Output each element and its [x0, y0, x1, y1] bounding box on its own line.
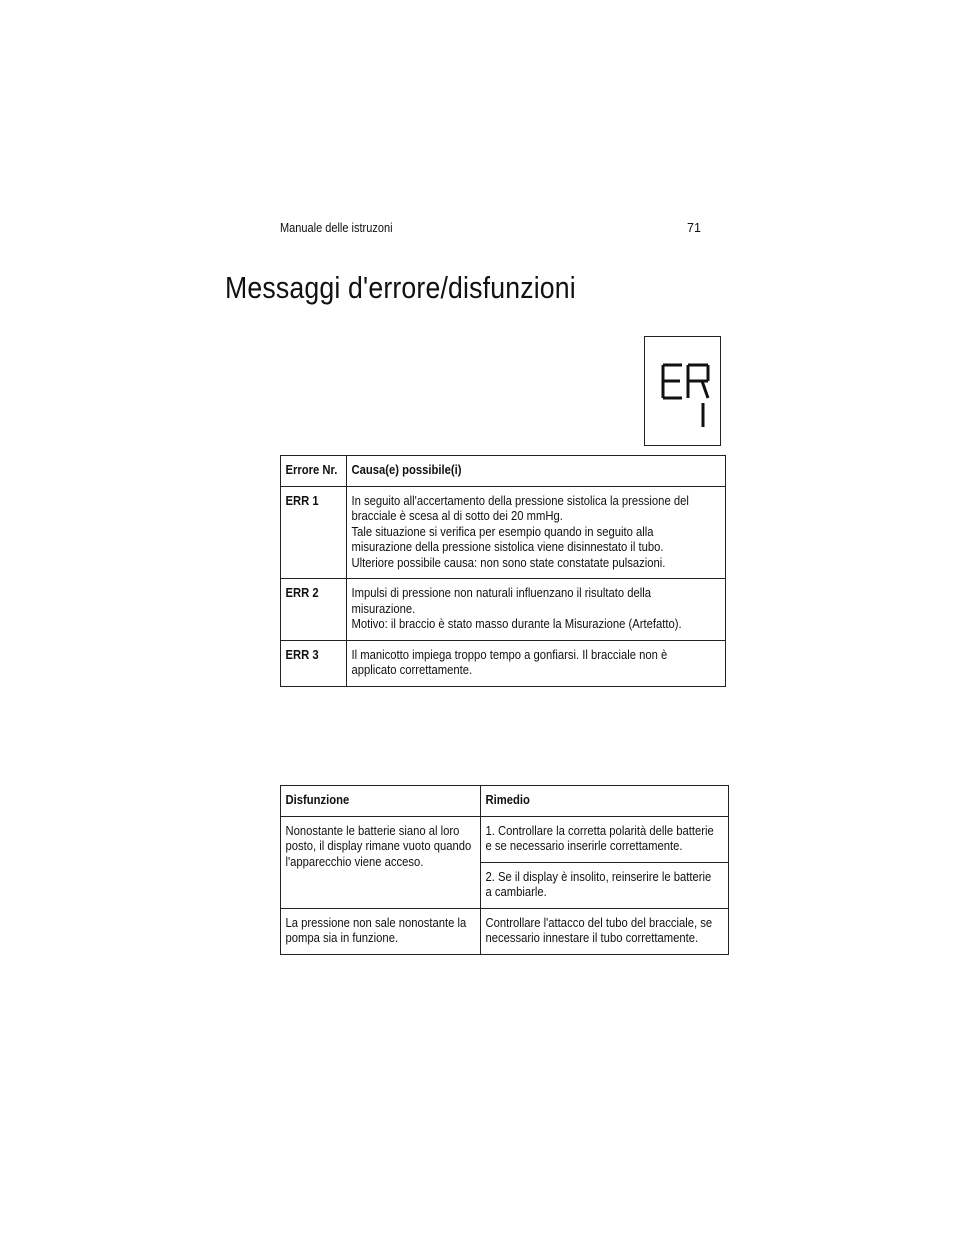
remedy-line: Controllare l'attacco del tubo del bracciale, se [485, 915, 712, 930]
cause-line: In seguito all'accertamento della pressione sistolica la pressione del [351, 493, 689, 508]
manual-title: Manuale delle istruzoni [280, 221, 393, 235]
table-row [281, 579, 726, 641]
page-title: Messaggi d'errore/disfunzioni [225, 270, 576, 305]
problem-line: Nonostante le batterie siano al loro [285, 823, 460, 838]
cause-line: Tale situazione si verifica per esempio quando in seguito alla [351, 524, 654, 539]
header-remedy: Rimedio [485, 793, 530, 807]
table-header-row [281, 786, 729, 817]
remedy-line: a cambiarle. [485, 885, 547, 899]
malfunction-description [281, 909, 487, 954]
error-code: ERR 1 [285, 493, 319, 508]
problem-line: La pressione non sale nonostante la [285, 915, 467, 930]
lcd-er1-graphic [645, 337, 720, 445]
cause-line: misurazione della pressione sistolica viene disinnestato il tubo. [351, 540, 664, 554]
remedy-line: 1. Controllare la corretta polarità delle batterie [485, 823, 714, 838]
table-row [281, 486, 726, 579]
remedy-line: 2. Se il display è insolito, reinserire le batterie [485, 869, 711, 884]
error-cause [347, 487, 730, 579]
cause-line: misurazione. [351, 601, 416, 616]
cause-line: applicato correttamente. [351, 663, 473, 677]
remedy-line: e se necessario inserirle correttamente. [485, 839, 683, 853]
lcd-segment-display-icon [644, 336, 721, 446]
remedy-text [481, 817, 735, 862]
error-code: ERR 3 [285, 647, 319, 662]
table-row [281, 816, 729, 862]
table-row [281, 908, 729, 954]
error-cause [347, 579, 730, 640]
error-code: ERR 2 [285, 586, 319, 600]
problem-line: posto, il display rimane vuoto quando [285, 839, 472, 853]
cause-line: Impulsi di pressione non naturali influenzano il risultato della [351, 586, 651, 600]
table-row [281, 640, 726, 686]
remedy-text [481, 909, 735, 954]
remedy-line: necessario innestare il tubo correttamente. [485, 931, 698, 945]
error-codes-table [280, 455, 726, 687]
header-error-number: Errore Nr. [285, 463, 338, 477]
header-possible-cause: Causa(e) possibile(i) [351, 463, 462, 477]
problem-line: pompa sia in funzione. [285, 931, 399, 945]
malfunction-description [281, 817, 487, 878]
cause-line: Ulteriore possibile causa: non sono state constatate pulsazioni. [351, 555, 666, 570]
cause-line: bracciale è scesa al di sotto dei 20 mmHg. [351, 509, 563, 523]
table-header-row [281, 456, 726, 487]
remedy-text [481, 863, 735, 908]
error-cause [347, 641, 730, 686]
page-number: 71 [687, 221, 701, 235]
problem-line: l'apparecchio viene acceso. [285, 854, 424, 869]
cause-line: Il manicotto impiega troppo tempo a gonfiarsi. Il bracciale non è [351, 647, 668, 662]
header-malfunction: Disfunzione [285, 793, 350, 807]
malfunction-table [280, 785, 729, 955]
cause-line: Motivo: il braccio è stato masso durante la Misurazione (Artefatto). [351, 617, 682, 631]
